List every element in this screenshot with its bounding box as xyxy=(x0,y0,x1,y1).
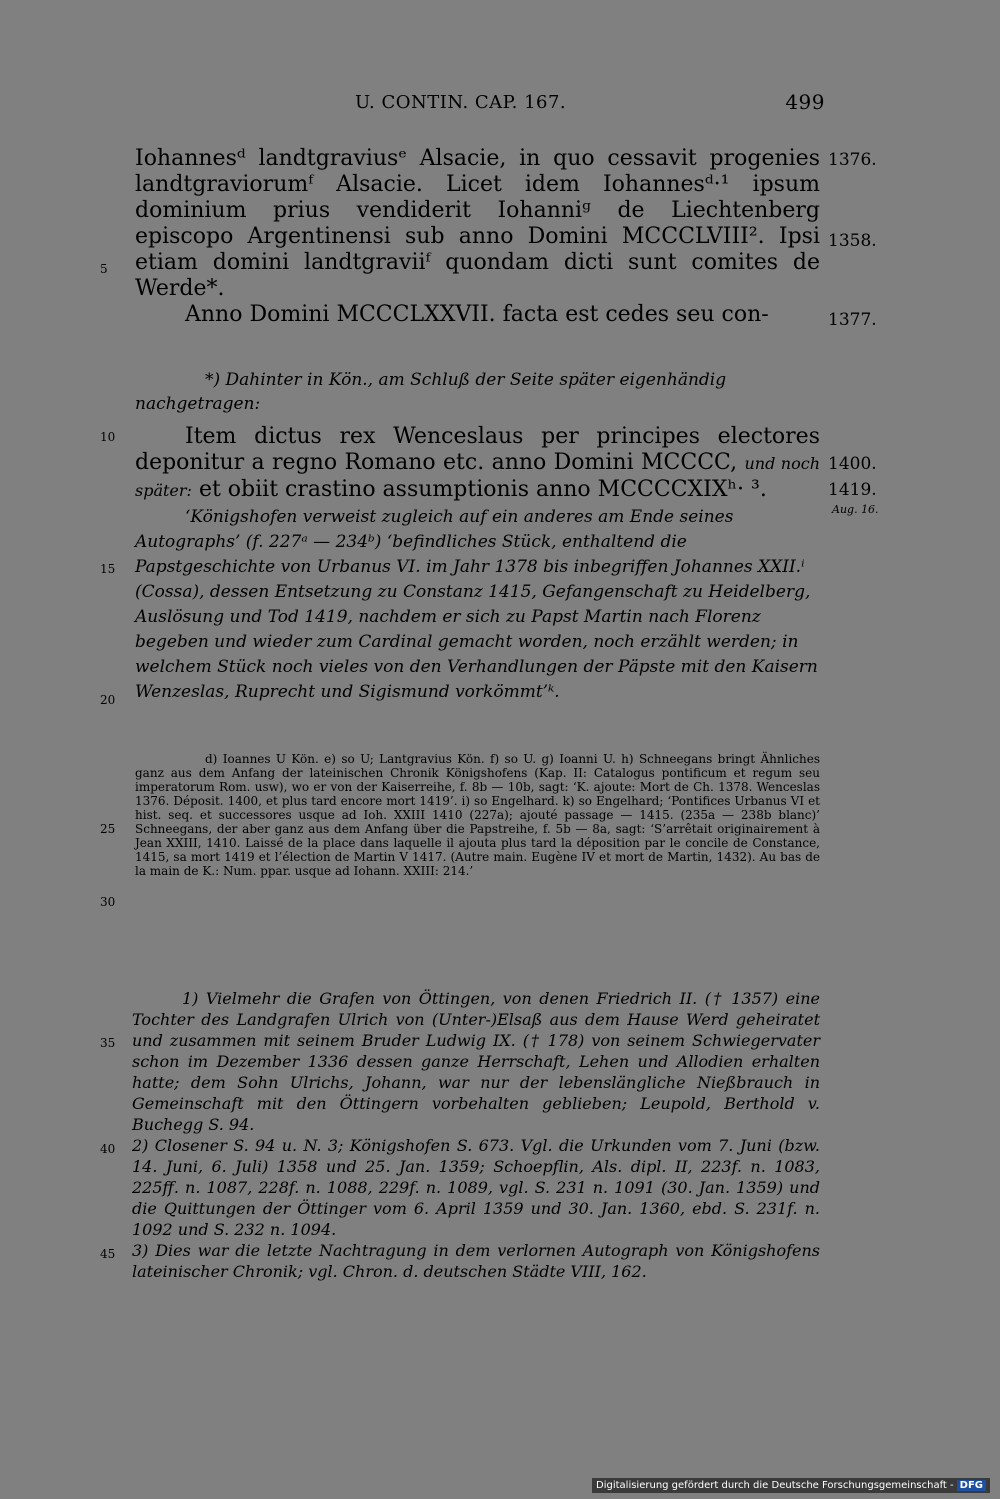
dfg-logo: DFG xyxy=(957,1480,986,1491)
margin-year: 1377. xyxy=(828,310,877,330)
funding-footer xyxy=(592,1478,990,1493)
continuation-note xyxy=(135,505,820,705)
margin-date: Aug. 16. xyxy=(832,503,879,516)
main-paragraph-1: Iohannesᵈ landtgraviusᵉ Alsacie, in quo cessavit progenies landtgraviorumᶠ Alsacie. Licet idem Iohannesᵈ·¹ ipsum dominium prius vendiderit Iohanniᵍ de Liechtenberg episcopo Argentinensi sub anno Domini MCCCLVIII². Ipsi etiam domini landtgraviiᶠ quondam dicti sunt comites de Werde*. xyxy=(135,146,820,301)
page-header xyxy=(355,92,825,113)
footnote-1: 1) Vielmehr die Grafen von Öttingen, von denen Friedrich II. († 1357) eine Tochter des Landgrafen Ulrich von (Unter-)Elsaß aus dem Hause Werd geheiratet und zusammen mit seinem Bruder Ludwig IX. († 178) von seinem Schwiegervater schon im Dezember 1336 dessen ganze Herrschaft, Lehen und Allodien erhalten hatte; dem Sohn Ulrichs, Johann, war nur der lebenslängliche Nießbrauch in Gemeinschaft mit den Öttingern vorbehalten geblieben; Leupold, Berthold v. Buchegg S. 94. xyxy=(132,989,820,1134)
page-number: 499 xyxy=(785,90,825,114)
continuation-text: ‘Königshofen verweist zugleich auf ein anderes am Ende seines Autographs’ (f. 227ᵃ — 234ᵇ) ‘befindliches Stück, enthaltend die Papstgeschichte von Urbanus VI. im Jahr 1378 bis inbegriffen Johannes XXII.ⁱ (Cossa), dessen Entsetzung zu Constanz 1415, Gefangenschaft zu Heidelberg, Auslösung und Tod 1419, nachdem er sich zu Papst Martin nach Florenz begeben und wieder zum Cardinal gemacht worden, noch erzählt werden; in welchem Stück noch vieles von den Verhandlungen der Päpste mit den Kaisern Wenzeslas, Ruprecht und Sigismund vorkömmt’ᵏ. xyxy=(135,507,818,702)
note-intro-text: *) Dahinter in Kön., am Schluß der Seite später eigenhändig nachgetragen: xyxy=(135,370,727,414)
note-text-italic: und noch später: xyxy=(135,454,821,500)
margin-year: 1358. xyxy=(828,231,877,251)
line-number: 15 xyxy=(100,562,116,576)
line-number: 25 xyxy=(100,822,116,836)
margin-year: 1376. xyxy=(828,150,877,170)
main-paragraph-2: Anno Domini MCCCLXXVII. facta est cedes seu con- xyxy=(185,302,769,327)
note-text-part1: Item dictus rex Wenceslaus per principes electores deponitur a regno Romano etc. anno Domini MCCCC, xyxy=(135,424,820,475)
main-text xyxy=(135,146,820,328)
running-title: U. CONTIN. CAP. 167. xyxy=(355,92,567,113)
variant-text: d) Ioannes U Kön. e) so U; Lantgravius Kön. f) so U. g) Ioanni U. h) Schneegans bringt Ähnliches ganz aus dem Anfang der lateinischen Chronik Königshofens (Kap. II: Catalogus pontificum et regum seu imperatorum Rom. usw), wo er von der Kaiserreihe, f. 8b — 10b, sagt: ‘K. ajoute: Mort de Ch. 1378. Wenceslas 1376. Déposit. 1400, et plus tard encore mort 1419’. i) so Engelhard. k) so Engelhard; ‘Pontifices Urbanus VI et hist. seq. et successores usque ad Ioh. XXIII 1410 (227a); ajouté passage — 1415. (235a — 238b blanc)’ Schneegans, der aber ganz aus dem Anfang über die Papstreihe, f. 5b — 8a, sagt: ‘S’arrêtait originairement à Jean XXIII, 1410. Laissé de la place dans laquelle il ajouta plus tard la déposition par le concile de Constance, 1415, sa mort 1419 et l’élection de Martin V 1417. (Autre main. Eugène IV et mort de Martin, 1432). Au bas de la main de K.: Num. ppar. usque ad Iohann. XXIII: 214.’ xyxy=(135,752,820,878)
line-number: 10 xyxy=(100,430,116,444)
line-number: 35 xyxy=(100,1036,116,1050)
margin-year: 1419. xyxy=(828,480,877,500)
footer-text: Digitalisierung gefördert durch die Deutsche Forschungsgemeinschaft - xyxy=(596,1480,954,1491)
line-number: 5 xyxy=(100,262,108,276)
line-number: 45 xyxy=(100,1247,116,1261)
footnote-2: 2) Closener S. 94 u. N. 3; Königshofen S. 673. Vgl. die Urkunden vom 7. Juni (bzw. 14. Juni, 6. Juli) 1358 und 25. Jan. 1359; Schoepflin, Als. dipl. II, 223f. n. 1083, 225ff. n. 1087, 228f. n. 1088, 229f. n. 1089, vgl. S. 231 n. 1091 (30. Jan. 1359) und die Quittungen der Öttinger vom 6. April 1359 und 30. Jan. 1360, ebd. S. 231f. n. 1092 und S. 232 n. 1094. xyxy=(132,1136,820,1239)
note-text-part2: et obiit crastino assumptionis anno MCCCCXIXʰ· ³. xyxy=(198,477,767,502)
line-number: 20 xyxy=(100,693,116,707)
note-intro xyxy=(135,368,820,416)
footnotes xyxy=(132,988,820,1282)
footnote-3: 3) Dies war die letzte Nachtragung in dem verlornen Autograph von Königshofens lateinischer Chronik; vgl. Chron. d. deutschen Städte VIII, 162. xyxy=(132,1241,820,1281)
line-number: 40 xyxy=(100,1142,116,1156)
line-number: 30 xyxy=(100,895,116,909)
margin-year: 1400. xyxy=(828,454,877,474)
variant-apparatus xyxy=(135,752,820,878)
note-text xyxy=(135,424,820,504)
